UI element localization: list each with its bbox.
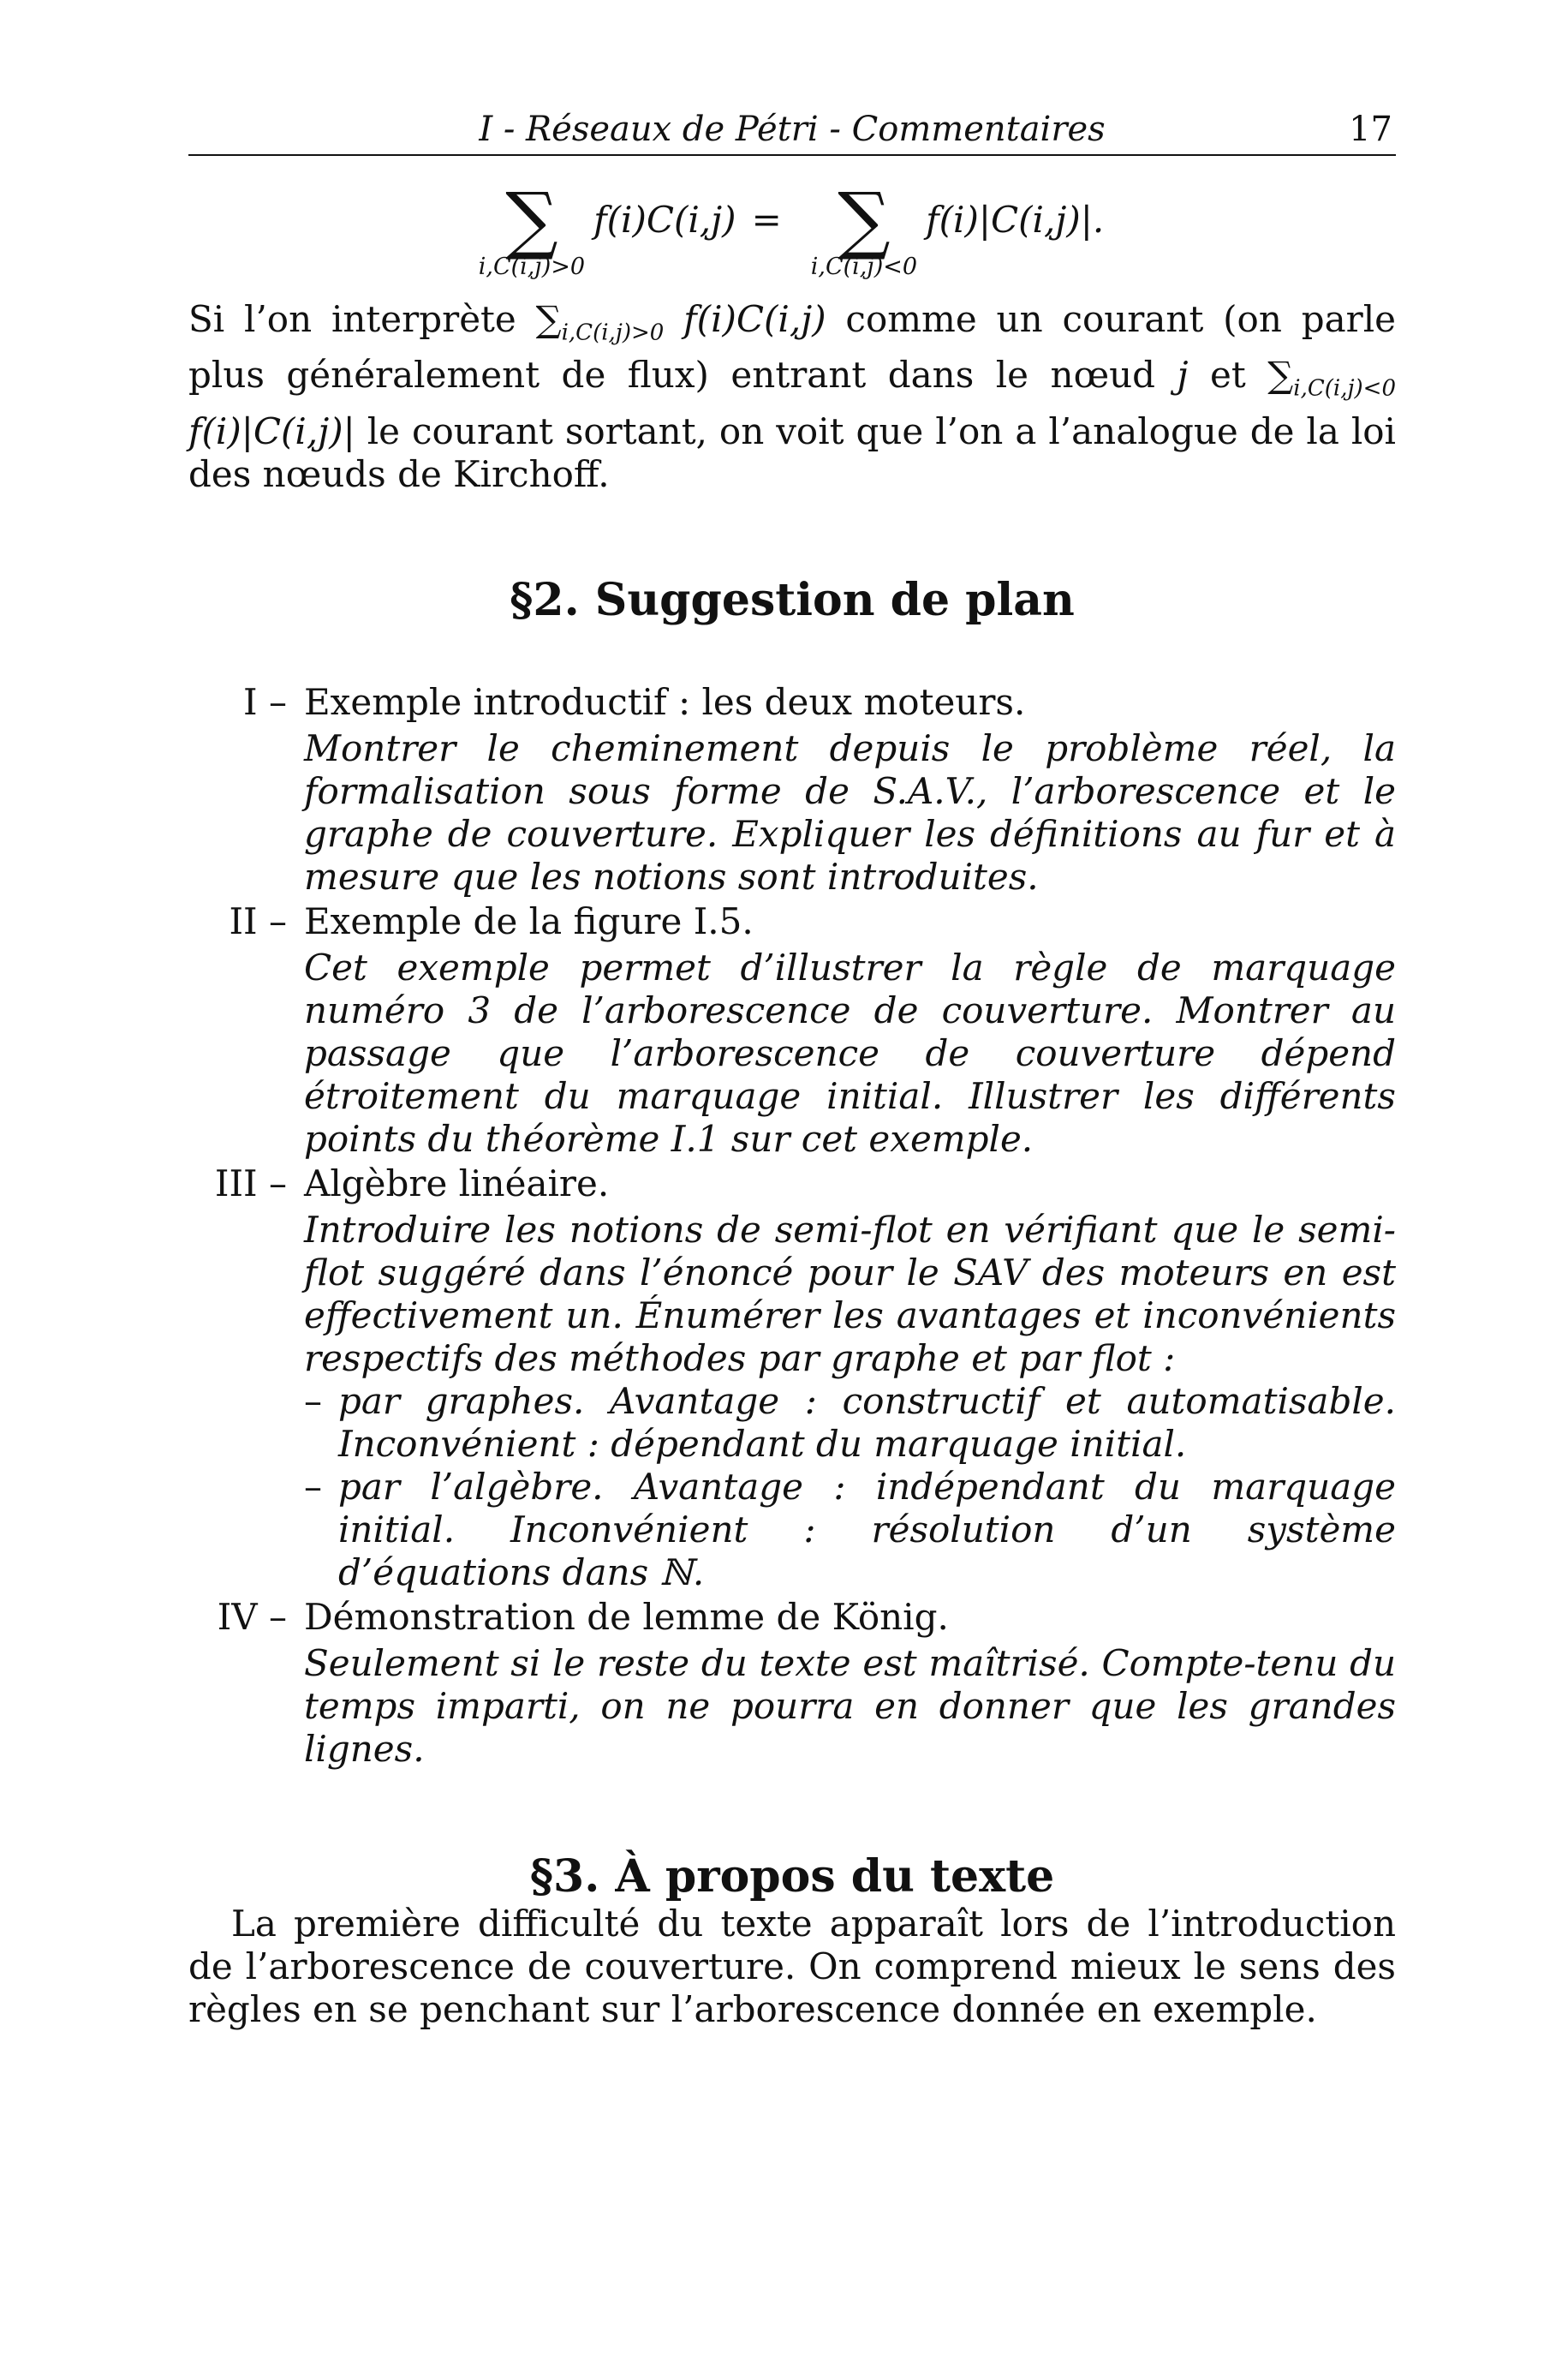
plan-subitem-text: par graphes. Avantage : constructif et automatisable. Inconvénient : dépendant du marquage initial. bbox=[338, 1379, 1396, 1465]
plan-item-1 bbox=[188, 681, 1396, 899]
intro-text-2: comme un courant (on parle plus généralement de flux) entrant dans le nœud bbox=[188, 298, 1396, 397]
dash-bullet: – bbox=[304, 1379, 322, 1422]
intro-paragraph bbox=[188, 298, 1396, 496]
plan-item-3 bbox=[188, 1162, 1396, 1594]
rhs-term: f(i)|C(i,j)|. bbox=[926, 199, 1105, 241]
plan-item-title: Exemple de la figure I.5. bbox=[304, 899, 754, 942]
sigma-symbol: ∑ bbox=[505, 177, 558, 263]
lhs-term: f(i)C(i,j) bbox=[593, 199, 736, 241]
intro-text-1: Si l’on interprète bbox=[188, 298, 536, 340]
plan-subitem bbox=[304, 1380, 1396, 1466]
sigma-symbol: ∑ bbox=[1267, 354, 1294, 397]
sigma-symbol: ∑ bbox=[838, 177, 891, 263]
running-header-title: I - Réseaux de Pétri - Commentaires bbox=[479, 110, 1106, 149]
section-3-heading: §3. À propos du texte bbox=[529, 1849, 1055, 1903]
plan-item-description: Montrer le cheminement depuis le problème réel, la formalisation sous forme de S.A.V., l’arborescence et le graphe de couverture. Expliquer les définitions au fur et à mesure que les notions sont introduites. bbox=[304, 726, 1396, 898]
plan-item-marker: I – bbox=[243, 680, 287, 723]
lhs-sum bbox=[478, 177, 586, 280]
plan-item-content bbox=[304, 900, 1396, 1161]
plan-item-content bbox=[304, 1596, 1396, 1771]
page-number: 17 bbox=[1349, 110, 1392, 149]
section-2-heading: §2. Suggestion de plan bbox=[510, 573, 1075, 626]
plan-item-content bbox=[304, 681, 1396, 899]
plan-item-title: Algèbre linéaire. bbox=[304, 1162, 610, 1204]
inline-sum2-index: i,C(i,j)<0 bbox=[1293, 375, 1396, 402]
node-variable: j bbox=[1177, 354, 1189, 397]
plan-item-2 bbox=[188, 900, 1396, 1161]
plan-subitem bbox=[304, 1466, 1396, 1594]
display-formula bbox=[188, 177, 1396, 298]
inline-sum1-term: f(i)C(i,j) bbox=[683, 298, 826, 340]
plan-item-marker: IV – bbox=[217, 1595, 287, 1638]
equals-sign: = bbox=[751, 199, 782, 241]
plan-item-marker: II – bbox=[229, 899, 287, 942]
inline-sum2-term: f(i)|C(i,j)| bbox=[188, 409, 355, 452]
plan-item-description: Introduire les notions de semi-flot en vérifiant que le semi-flot suggéré dans l’énoncé pour le SAV des moteurs en est effectivement un. Énumérer les avantages et inconvénients respectifs des méthodes par graphe et par flot : bbox=[304, 1208, 1396, 1379]
running-header bbox=[188, 103, 1396, 156]
inline-sum1-index: i,C(i,j)>0 bbox=[561, 320, 665, 346]
final-paragraph: La première difficulté du texte apparaît lors de l’introduction de l’arborescence de couverture. On comprend mieux le sens des règles en se penchant sur l’arborescence donnée en exemple. bbox=[188, 1902, 1396, 2030]
plan-subitem-text: par l’algèbre. Avantage : indépendant du marquage initial. Inconvénient : résolution d’un système d’équations dans ℕ. bbox=[338, 1465, 1396, 1593]
plan-item-title: Exemple introductif : les deux moteurs. bbox=[304, 680, 1026, 723]
rhs-sum bbox=[810, 177, 918, 280]
plan-item-title: Démonstration de lemme de König. bbox=[304, 1595, 949, 1638]
page bbox=[188, 103, 1396, 2031]
plan-list bbox=[188, 681, 1396, 1771]
rhs-sum-index: i,C(i,j)<0 bbox=[810, 254, 918, 280]
intro-text-4: le courant sortant, on voit que l’on a l’analogue de la loi des nœuds de Kirchoff. bbox=[188, 409, 1396, 495]
plan-item-content bbox=[304, 1162, 1396, 1594]
lhs-sum-index: i,C(i,j)>0 bbox=[478, 254, 586, 280]
sigma-symbol: ∑ bbox=[535, 298, 562, 340]
plan-item-description: Seulement si le reste du texte est maîtrisé. Compte-tenu du temps imparti, on ne pourra en donner que les grandes lignes. bbox=[304, 1641, 1396, 1770]
dash-bullet: – bbox=[304, 1465, 322, 1508]
intro-text-3: et bbox=[1188, 354, 1268, 397]
plan-item-4 bbox=[188, 1596, 1396, 1771]
plan-item-marker: III – bbox=[214, 1162, 287, 1204]
plan-item-description: Cet exemple permet d’illustrer la règle de marquage numéro 3 de l’arborescence de couverture. Montrer au passage que l’arborescence de couverture dépend étroitement du marquage initial. Illustrer les différents points du théorème I.1 sur cet exemple. bbox=[304, 946, 1396, 1160]
